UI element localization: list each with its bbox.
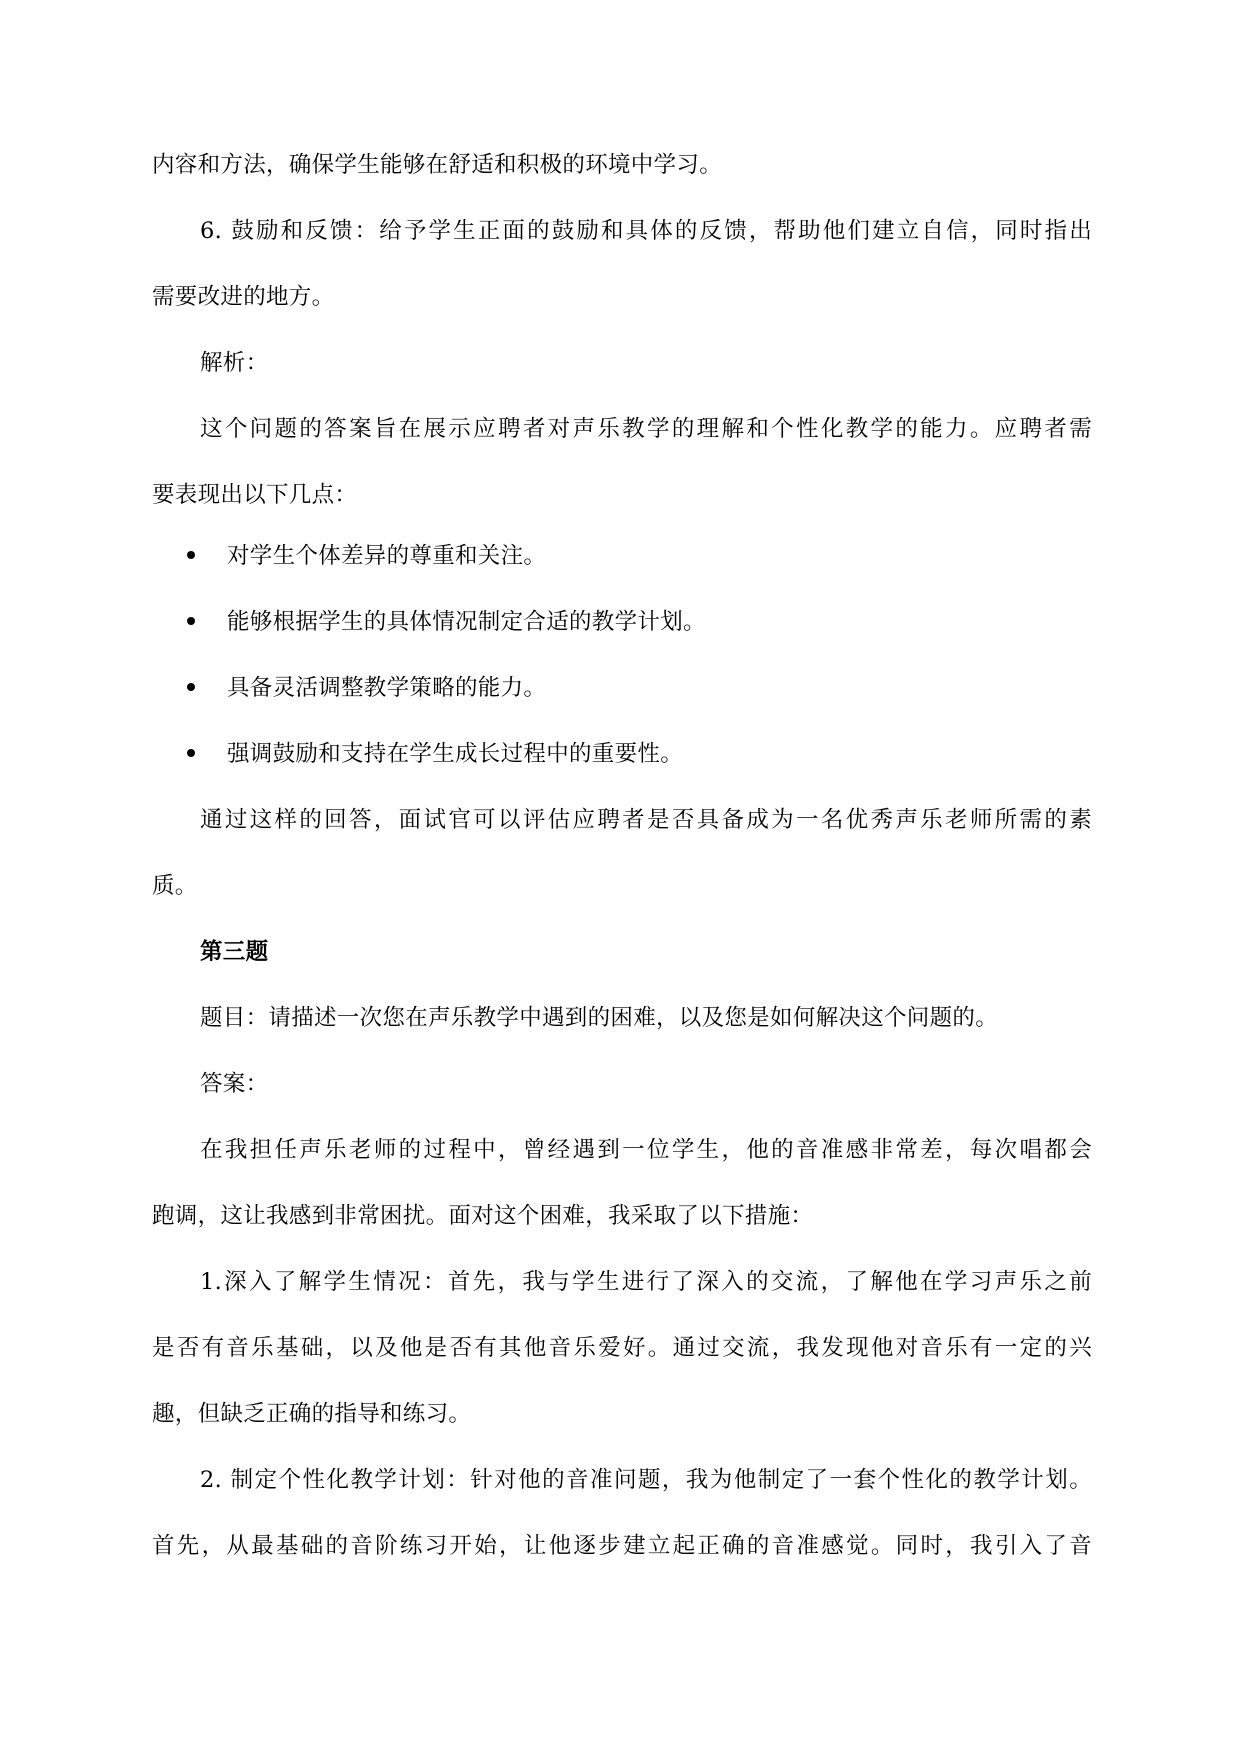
list-item: 具备灵活调整教学策略的能力。 <box>227 675 547 701</box>
list-item: 能够根据学生的具体情况制定合适的教学计划。 <box>227 609 706 635</box>
paragraph-line: 是否有音乐基础，以及他是否有其他音乐爱好。通过交流，我发现他对音乐有一定的兴 <box>152 1335 1092 1361</box>
paragraph-line: 内容和方法，确保学生能够在舒适和积极的环境中学习。 <box>152 152 723 178</box>
section-label: 解析： <box>200 350 269 376</box>
paragraph-line: 通过这样的回答，面试官可以评估应聘者是否具备成为一名优秀声乐老师所需的素 <box>200 807 1092 833</box>
paragraph-line: 1.深入了解学生情况：首先，我与学生进行了深入的交流，了解他在学习声乐之前 <box>200 1269 1092 1295</box>
paragraph-line: 质。 <box>152 873 198 899</box>
paragraph-line: 在我担任声乐老师的过程中，曾经遇到一位学生，他的音准感非常差，每次唱都会 <box>200 1137 1092 1163</box>
section-heading: 第三题 <box>200 939 269 965</box>
list-item: 对学生个体差异的尊重和关注。 <box>227 543 547 569</box>
bullet-icon <box>187 683 195 691</box>
section-label: 答案： <box>200 1071 269 1097</box>
bullet-icon <box>187 551 195 559</box>
paragraph-line: 要表现出以下几点： <box>152 482 358 508</box>
paragraph-line: 趣，但缺乏正确的指导和练习。 <box>152 1401 472 1427</box>
question-line: 题目：请描述一次您在声乐教学中遇到的困难，以及您是如何解决这个问题的。 <box>200 1005 999 1031</box>
bullet-icon <box>187 749 195 757</box>
paragraph-line: 首先，从最基础的音阶练习开始，让他逐步建立起正确的音准感觉。同时，我引入了音 <box>152 1533 1092 1559</box>
list-item: 强调鼓励和支持在学生成长过程中的重要性。 <box>227 741 684 767</box>
paragraph-line: 跑调，这让我感到非常困扰。面对这个困难，我采取了以下措施： <box>152 1203 814 1229</box>
paragraph-line: 需要改进的地方。 <box>152 284 335 310</box>
paragraph-line: 2. 制定个性化教学计划：针对他的音准问题，我为他制定了一套个性化的教学计划。 <box>200 1467 1092 1493</box>
bullet-icon <box>187 617 195 625</box>
paragraph-line: 这个问题的答案旨在展示应聘者对声乐教学的理解和个性化教学的能力。应聘者需 <box>200 416 1092 442</box>
paragraph-line: 6. 鼓励和反馈：给予学生正面的鼓励和具体的反馈，帮助他们建立自信，同时指出 <box>200 218 1092 244</box>
